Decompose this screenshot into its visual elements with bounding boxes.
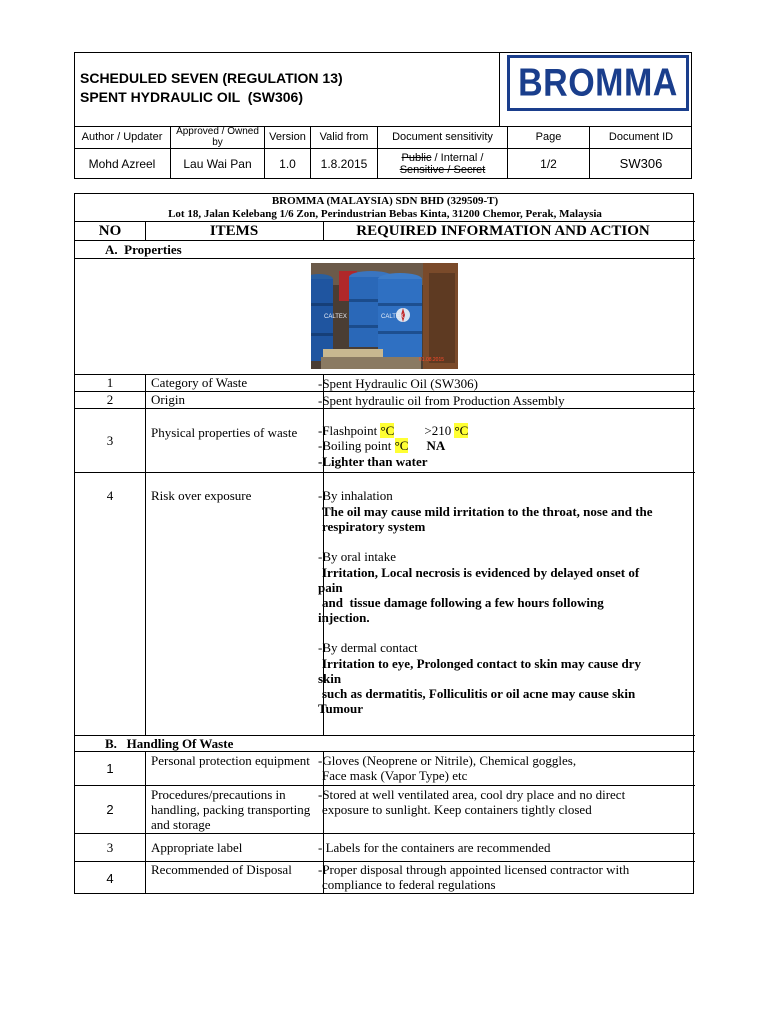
row-a2-item: Origin [145,392,324,408]
author-value: Mohd Azreel [74,149,171,179]
row-b1-info-line-2: Face mask (Vapor Type) etc [322,768,468,783]
boiling-point-line [318,438,688,453]
sensitivity-secret: Secret [453,164,486,176]
row-a1-category [75,375,695,392]
col-items: ITEMS [145,222,324,240]
row-b4-info [311,862,695,894]
row-b3-label [75,834,695,862]
page-value: 1/2 [508,149,590,179]
row-a3-no: 3 [75,409,146,472]
sensitivity-line-1 [402,152,484,164]
row-b1-ppe [75,752,695,786]
flashpoint-line [318,423,688,438]
row-b1-item: Personal protection equipment [145,752,324,785]
valid-from-value: 1.8.2015 [311,149,378,179]
version-value: 1.0 [265,149,311,179]
row-b1-no: 1 [75,752,146,785]
row-b3-no: 3 [75,834,146,861]
row-a4-no: 4 [75,473,146,735]
row-a2-no: 2 [75,392,146,408]
col-approved-header: Approved / Owned by [171,126,265,149]
row-a3-item: Physical properties of waste [145,409,324,472]
dermal-label: -By dermal contact [318,640,418,655]
section-b-title: B. Handling Of Waste [105,736,234,751]
col-version-header: Version [265,126,311,149]
row-a1-no: 1 [75,375,146,391]
row-b4-no: 4 [75,862,146,894]
main-table [74,193,694,894]
row-a2-origin [75,392,695,409]
boiling-point-unit: °C [394,438,409,453]
title-divider [499,52,500,127]
row-b2-info-line-2: exposure to sunlight. Keep containers tightly closed [322,802,592,817]
row-b1-info [311,752,695,785]
row-b4-info-line-1: -Proper disposal through appointed licensed contractor with [318,862,630,877]
row-a1-info: -Spent Hydraulic Oil (SW306) [318,376,478,391]
row-a4-item: Risk over exposure [145,473,324,735]
boiling-point-value: NA [426,438,446,453]
row-b1-info-line-1: -Gloves (Neoprene or Nitrile), Chemical goggles, [318,753,577,768]
row-b4-disposal [75,862,695,894]
col-no: NO [75,222,146,240]
sensitivity-line-2 [400,164,486,176]
row-b4-info-line-2: compliance to federal regulations [322,877,496,892]
oral-label: -By oral intake [318,549,396,564]
density-line: -Lighter than water [318,454,428,469]
owner-value: Lau Wai Pan [171,149,265,179]
section-b-heading [75,736,695,752]
doc-id-value: SW306 [619,156,663,171]
row-b2-info-line-1: -Stored at well ventilated area, cool dry place and no direct [318,787,626,802]
bromma-logo [507,55,689,111]
table-column-header [75,222,695,241]
title-line-1: SCHEDULED SEVEN (REGULATION 13) [80,70,343,86]
row-a4-info [311,473,695,735]
waste-drum-photo [311,263,458,369]
row-b3-info: - Labels for the containers are recommended [318,840,551,855]
row-a1-item: Category of Waste [145,375,324,391]
sensitivity-sensitive: Sensitive / [399,164,454,176]
section-a-heading [75,241,695,259]
drum-label-2: CALTEX [381,314,404,320]
flashpoint-label: -Flashpoint [318,423,381,438]
title-line-2: SPENT HYDRAULIC OIL (SW306) [80,89,303,105]
row-a3-info [311,409,695,472]
company-header [75,194,695,222]
flashpoint-value-unit: °C [454,423,469,438]
dermal-line-4: Tumour [318,701,364,716]
row-b4-item: Recommended of Disposal [145,862,324,894]
oral-line-1: Irritation, Local necrosis is evidenced by delayed onset of [322,565,640,580]
drum-photo-illustration [311,263,458,369]
col-valid-header: Valid from [311,126,378,149]
sensitivity-public: Public [401,152,432,164]
drum-label-1: CALTEX [324,314,347,320]
inhalation-line-2: respiratory system [322,519,426,534]
inhalation-label: -By inhalation [318,488,393,503]
inhalation-line-1: The oil may cause mild irritation to the throat, nose and the [322,504,653,519]
document-title [80,69,490,107]
sensitivity-value [378,149,508,179]
oral-line-3: and tissue damage following a few hours following [322,595,604,610]
oral-line-2: pain [318,580,343,595]
col-author-header: Author / Updater [74,126,171,149]
row-b2-procedures [75,786,695,834]
row-b3-item: Appropriate label [145,834,324,861]
sensitivity-internal: / Internal / [431,152,484,164]
col-page-header: Page [508,126,590,149]
flashpoint-unit: °C [380,423,395,438]
metadata-grid [74,126,692,179]
col-docid-header: Document ID [590,126,692,149]
dermal-line-1: Irritation to eye, Prolonged contact to skin may cause dry [322,656,641,671]
col-sensitivity-header: Document sensitivity [378,126,508,149]
company-name: BROMMA (MALAYSIA) SDN BHD (329509-T) [271,195,499,207]
flashpoint-value: >210 [424,423,455,438]
section-a-title: A. Properties [105,242,182,257]
dermal-line-2: skin [318,671,342,686]
row-a3-physical [75,409,695,473]
photo-date-stamp: 01.08.2015 [419,357,445,363]
row-a2-info: -Spent hydraulic oil from Production Assembly [318,393,565,408]
boiling-point-label: -Boiling point [318,438,395,453]
row-a4-risk [75,473,695,736]
company-address: Lot 18, Jalan Kelebang 1/6 Zon, Perindustrian Bebas Kinta, 31200 Chemor, Perak, Malaysia [168,208,602,220]
row-b2-no: 2 [75,786,146,833]
logo-text: BROMMA [518,60,678,105]
photo-row [75,259,695,375]
oral-line-4: injection. [318,610,370,625]
row-b2-item: Procedures/precautions in handling, packing transporting and storage [145,786,324,833]
row-b2-info [311,786,695,833]
col-info: REQUIRED INFORMATION AND ACTION [356,222,650,239]
dermal-line-3: such as dermatitis, Folliculitis or oil acne may cause skin [322,686,636,701]
